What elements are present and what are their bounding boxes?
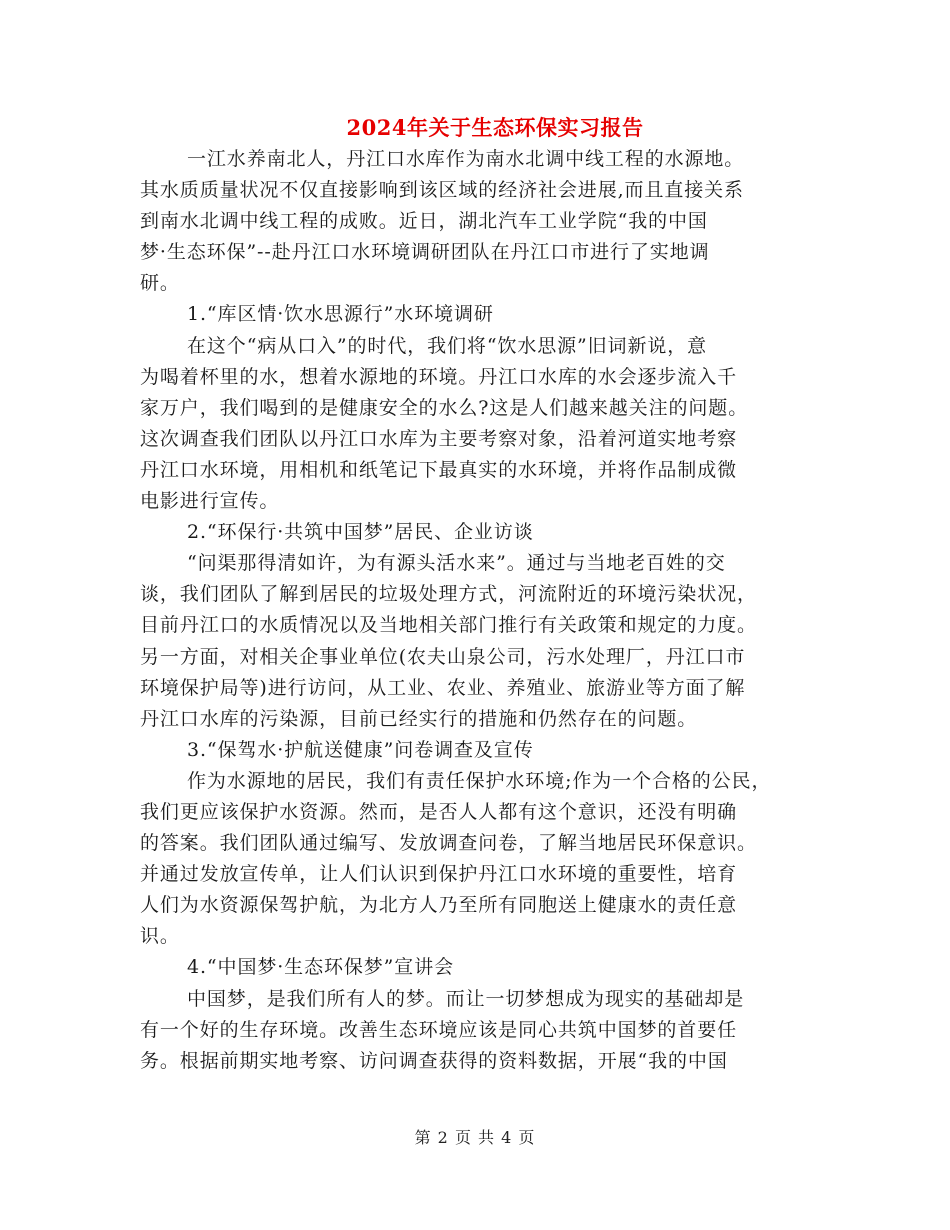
text-line: 务。根据前期实地考察、访问调查获得的资料数据，开展“我的中国: [140, 1049, 728, 1072]
document-body: [140, 144, 840, 1077]
text-line: 识。: [140, 925, 180, 948]
text-line: 到南水北调中线工程的成败。近日，湖北汽车工业学院“我的中国: [140, 210, 708, 233]
page-title: 2024年关于生态环保实习报告: [346, 115, 644, 140]
text-line: 其水质质量状况不仅直接影响到该区域的经济社会进展,而且直接关系: [140, 179, 744, 202]
text-line: 目前丹江口的水质情况以及当地相关部门推行有关政策和规定的力度。: [140, 614, 757, 637]
text-line: 家万户，我们喝到的是健康安全的水么?这是人们越来越关注的问题。: [140, 396, 749, 419]
page-number-footer: 第 2 页 共 4 页: [414, 1128, 536, 1147]
text-line: 电影进行宣传。: [140, 490, 280, 513]
text-line: 为喝着杯里的水，想着水源地的环境。丹江口水库的水会逐步流入千: [140, 365, 738, 388]
text-line: 有一个好的生存环境。改善生态环境应该是同心共筑中国梦的首要任: [140, 1018, 738, 1041]
text-line: 4.“中国梦·生态环保梦”宣讲会: [187, 956, 454, 979]
text-line: 谈，我们团队了解到居民的垃圾处理方式，河流附近的环境污染状况，: [140, 583, 757, 606]
text-line: “问渠那得清如许，为有源头活水来”。通过与当地老百姓的交: [187, 552, 726, 575]
text-line: 3.“保驾水·护航送健康”问卷调查及宣传: [187, 738, 534, 761]
text-line: 另一方面，对相关企事业单位(农夫山泉公司，污水处理厂，丹江口市: [140, 645, 746, 668]
text-line: 1.“库区情·饮水思源行”水环境调研: [187, 303, 494, 326]
text-line: 研。: [140, 272, 180, 295]
text-line: 中国梦，是我们所有人的梦。而让一切梦想成为现实的基础却是: [187, 987, 745, 1010]
text-line: 丹江口水环境，用相机和纸笔记下最真实的水环境，并将作品制成微: [140, 458, 738, 481]
text-line: 我们更应该保护水资源。然而，是否人人都有这个意识，还没有明确: [140, 800, 738, 823]
text-line: 丹江口水库的污染源，目前已经实行的措施和仍然存在的问题。: [140, 707, 698, 730]
text-line: 梦·生态环保”--赴丹江口水环境调研团队在丹江口市进行了实地调: [140, 241, 710, 264]
text-line: 的答案。我们团队通过编写、发放调查问卷，了解当地居民环保意识。: [140, 832, 757, 855]
text-line: 人们为水资源保驾护航，为北方人乃至所有同胞送上健康水的责任意: [140, 894, 738, 917]
text-line: 并通过发放宣传单，让人们认识到保护丹江口水环境的重要性，培育: [140, 863, 738, 886]
text-line: 作为水源地的居民，我们有责任保护水环境;作为一个合格的公民，: [187, 769, 772, 792]
text-line: 在这个“病从口入”的时代，我们将“饮水思源”旧词新说，意: [187, 334, 708, 357]
text-line: 一江水养南北人，丹江口水库作为南水北调中线工程的水源地。: [187, 148, 745, 170]
text-line: 环境保护局等)进行访问，从工业、农业、养殖业、旅游业等方面了解: [140, 676, 746, 699]
text-line: 这次调查我们团队以丹江口水库为主要考察对象，沿着河道实地考察: [140, 427, 738, 450]
text-line: 2.“环保行·共筑中国梦”居民、企业访谈: [187, 521, 534, 544]
